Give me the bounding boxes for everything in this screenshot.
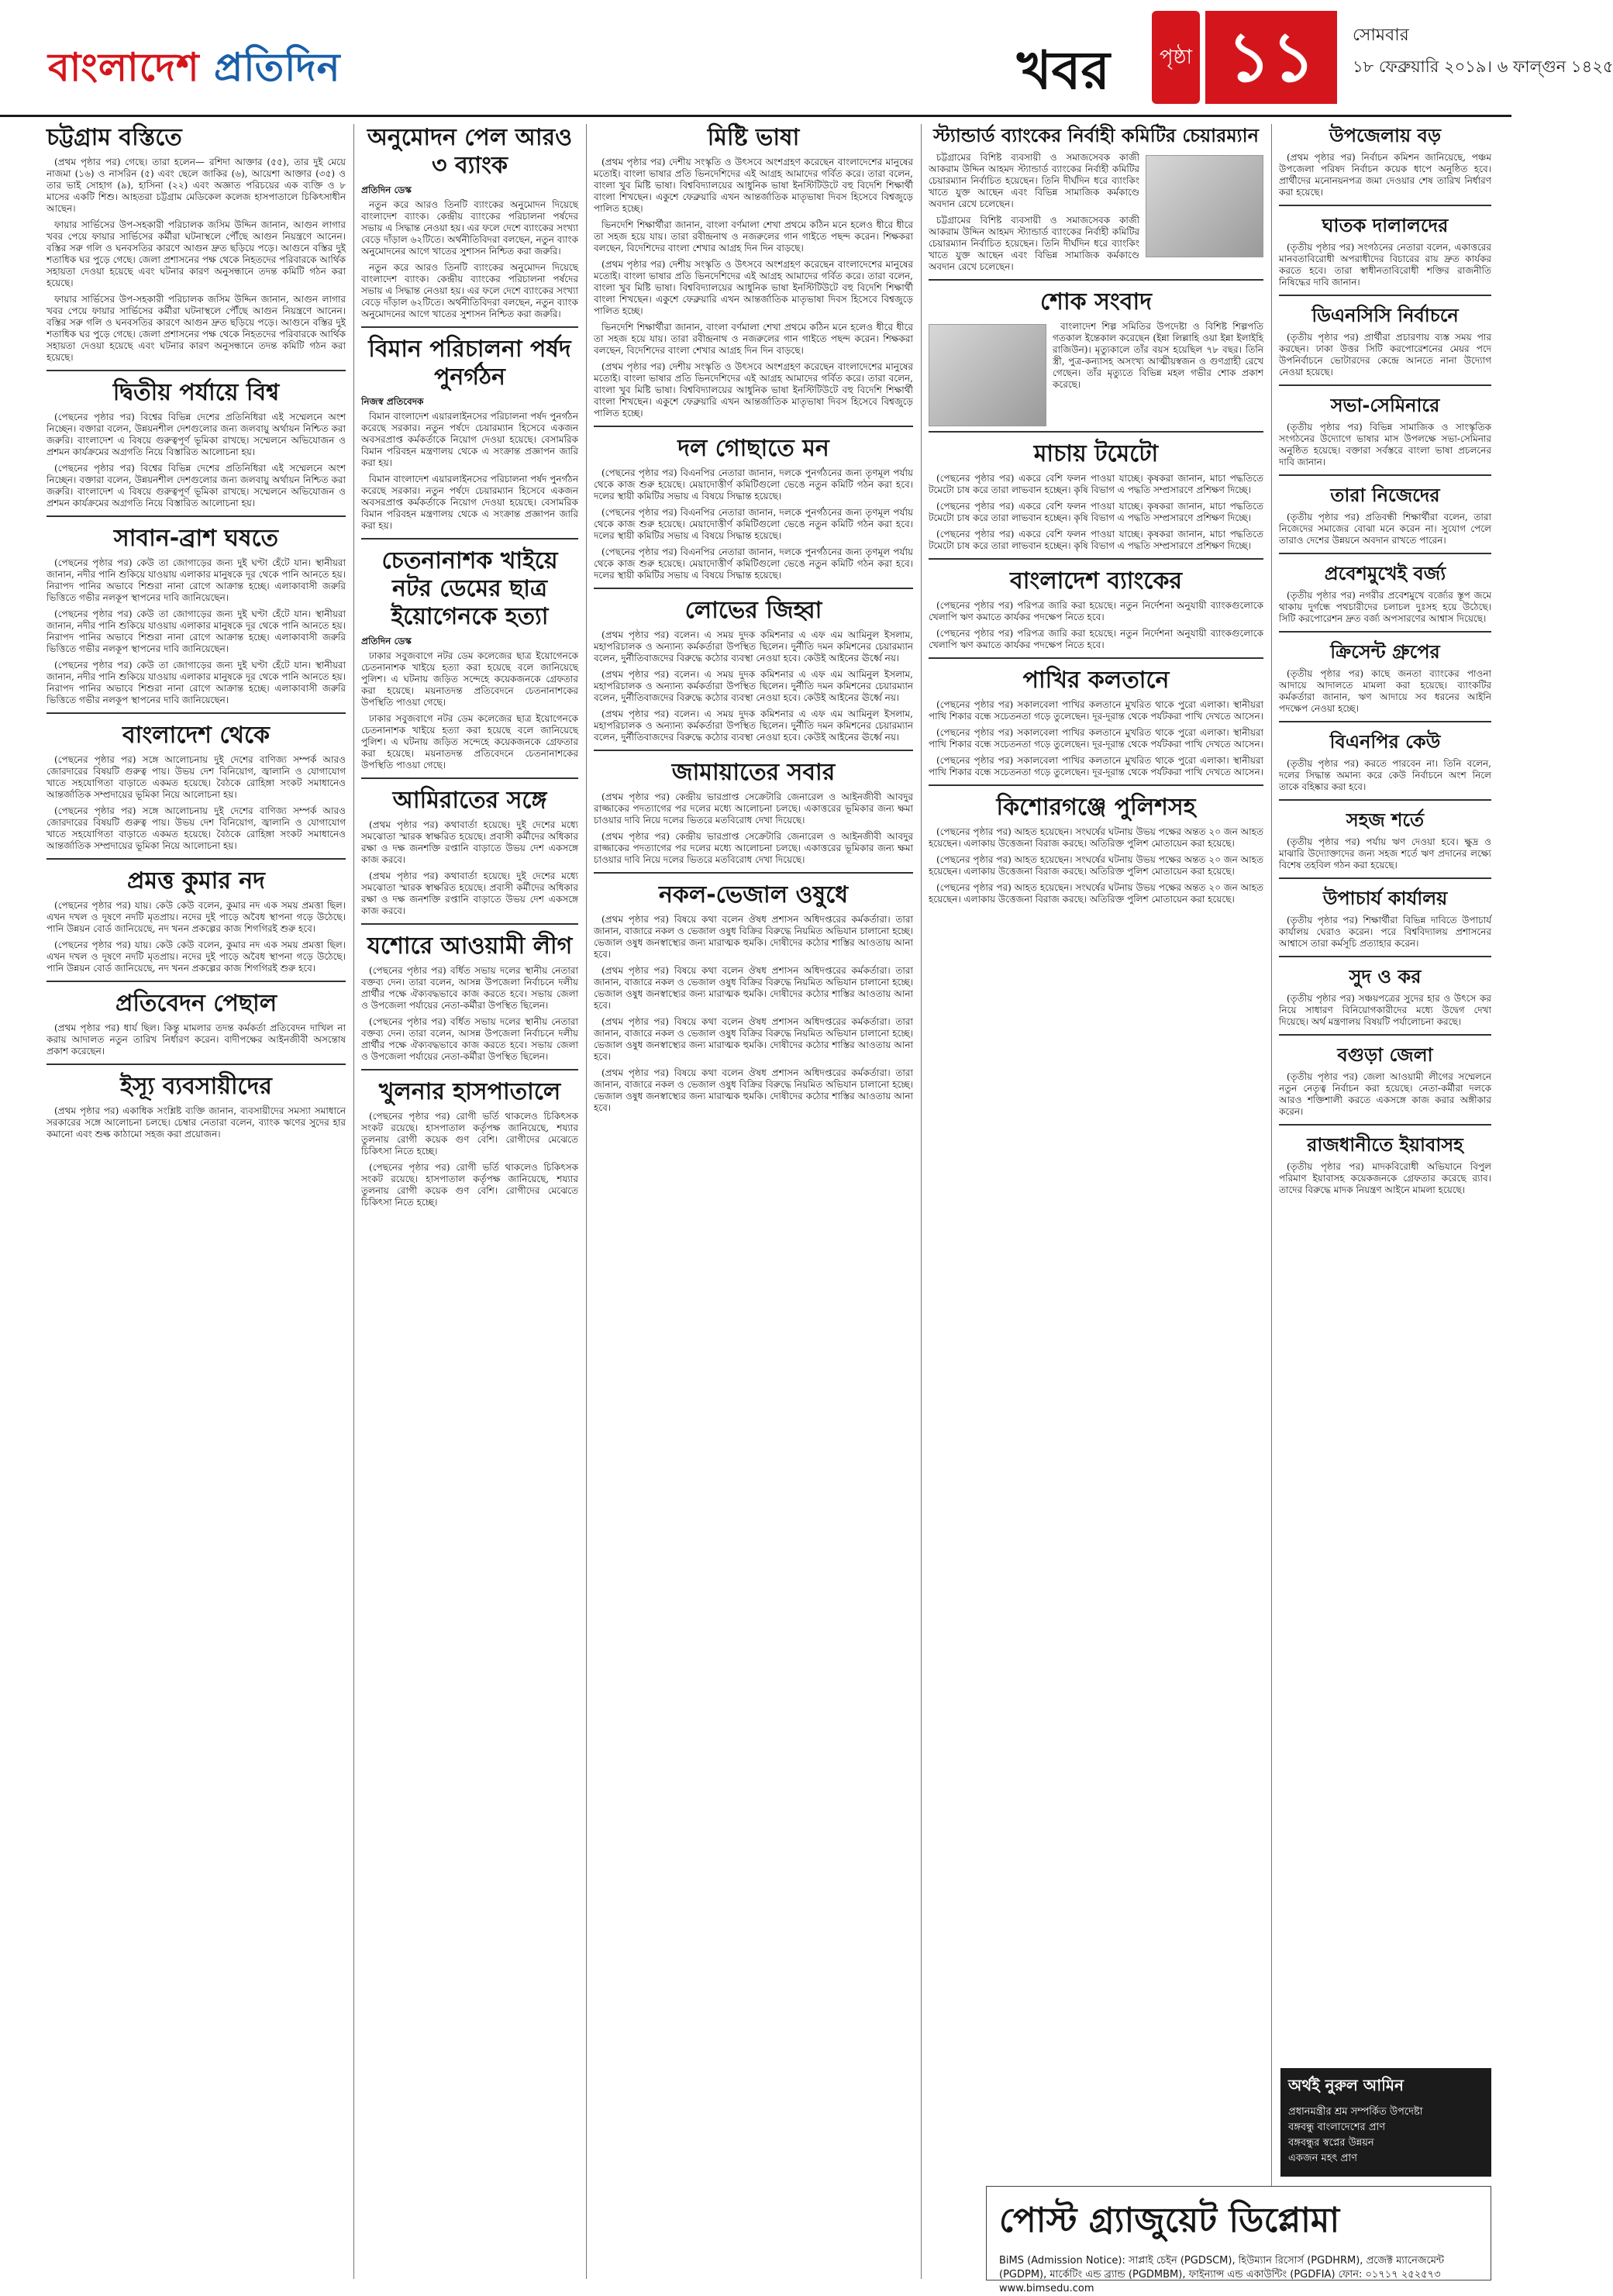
column-1	[47, 124, 346, 2279]
article-headline[interactable]: জামায়াতের সবার	[671, 759, 836, 786]
divider	[594, 426, 913, 427]
column-divider	[353, 124, 354, 2279]
article-body: (প্রথম পৃষ্ঠার পর) দেশীয় সংস্কৃতি ও উৎসবে অংশগ্রহণ করেছেন বাংলাদেশের মানুষের মতোই। বাংলা ভাষার প্রতি ভিনদেশিদের এই আগ্রহ আমাদের গর্বিত করে। তারা বলেন, বাংলা খুব মিষ্টি ভাষা। বিশ্ববিদ্যালয়ের আধুনিক ভাষা ইনস্টিটিউটে বহু বিদেশি শিক্ষার্থী বাংলা শিখছেন। একুশে ফেব্রুয়ারি এখন আন্তর্জাতিক মাতৃভাষা দিবস হিসেবে বিশ্বজুড়ে পালিত হচ্ছে।	[594, 361, 913, 419]
divider	[929, 558, 1263, 560]
article-body: (পেছনের পৃষ্ঠার পর) রোগী ভর্তি থাকলেও চিকিৎসক সংকট রয়েছে। হাসপাতাল কর্তৃপক্ষ জানিয়েছে, শয্যার তুলনায় রোগী কয়েক গুণ বেশি। রোগীদের মেঝেতে চিকিৎসা নিতে হচ্ছে।	[361, 1162, 578, 1208]
article-body: (তৃতীয় পৃষ্ঠার পর) বিভিন্ন সামাজিক ও সাংস্কৃতিক সংগঠনের উদ্যোগে ভাষার মাস উপলক্ষে সভা-সেমিনার অনুষ্ঠিত হয়েছে। বক্তারা সর্বস্তরে বাংলা ভাষা প্রচলনের দাবি জানান।	[1279, 422, 1491, 467]
divider	[1279, 631, 1491, 633]
article-body: (প্রথম পৃষ্ঠার পর) কথাবার্তা হয়েছে। দুই দেশের মধ্যে সমঝোতা স্মারক স্বাক্ষরিত হয়েছে। প্রবাসী কর্মীদের অধিকার রক্ষা ও দক্ষ জনশক্তি রপ্তানি বাড়াতে উভয় দেশ একসঙ্গে কাজ করবে।	[361, 870, 578, 916]
divider	[361, 777, 578, 779]
article-headline[interactable]: ডিএনসিসি নির্বাচনে	[1311, 305, 1459, 326]
divider	[361, 1069, 578, 1070]
article-body: (পেছনের পৃষ্ঠার পর) একরে বেশি ফলন পাওয়া যাচ্ছে। কৃষকরা জানান, মাচা পদ্ধতিতে টমেটো চাষ করে তারা লাভবান হচ্ছেন। কৃষি বিভাগ এ পদ্ধতি সম্প্রসারণে প্রশিক্ষণ দিচ্ছে।	[929, 501, 1263, 523]
article-body: (প্রথম পৃষ্ঠার পর) বলেন। এ সময় দুদক কমিশনার এ এফ এম আমিনুল ইসলাম, মহাপরিচালক ও অন্যান্য কর্মকর্তারা উপস্থিত ছিলেন। দুর্নীতি দমন কমিশনের চেয়ারম্যান বলেন, দুর্নীতিবাজদের বিরুদ্ধে কঠোর ব্যবস্থা নেওয়া হবে। কেউই আইনের ঊর্ধ্বে নয়।	[594, 629, 913, 664]
article-headline[interactable]: পাখির কলতানে	[1022, 667, 1170, 694]
ad-description: BiMS (Admission Notice): সাপ্লাই চেইন (PGDSCM), হিউম্যান রিসোর্স (PGDHRM), প্রজেক্ট ম্যানেজমেন্ট (PGDPM), মার্কেটিং এন্ড ব্র্যান্ড (PGDMBM), ফাইন্যান্স এন্ড একাউন্টিং (PGDFIA) ফোন: ০১৭১৭ ২৫২৫৭৩ www.bimsedu.com	[999, 2255, 1445, 2294]
article-body: (প্রথম পৃষ্ঠার পর) বিষয়ে কথা বলেন ঔষধ প্রশাসন অধিদপ্তরের কর্মকর্তারা। তারা জানান, বাজারে নকল ও ভেজাল ওষুধ বিক্রির বিরুদ্ধে নিয়মিত অভিযান চালানো হচ্ছে। ভেজাল ওষুধ জনস্বাস্থ্যের জন্য মারাত্মক হুমকি। দোষীদের কঠোর শাস্তির আওতায় আনা হবে।	[594, 965, 913, 1011]
article-body: (পেছনের পৃষ্ঠার পর) বর্ধিত সভায় দলের স্থানীয় নেতারা বক্তব্য দেন। তারা বলেন, আসন্ন উপজেলা নির্বাচনে দলীয় প্রার্থীর পক্ষে ঐক্যবদ্ধভাবে কাজ করতে হবে। সভায় জেলা ও উপজেলা পর্যায়ের নেতা-কর্মীরা উপস্থিত ছিলেন।	[361, 1016, 578, 1062]
column-divider	[1271, 124, 1272, 2279]
article-headline[interactable]: ক্রিসেন্ট গ্রুপের	[1330, 641, 1440, 663]
ad-line: প্রধানমন্ত্রীর শ্রম সম্পর্কিত উপদেষ্টা	[1288, 2106, 1423, 2118]
article-body: (প্রথম পৃষ্ঠার পর) কেন্দ্রীয় ভারপ্রাপ্ত সেক্রেটারি জেনারেল ও আইনজীবী আবদুর রাজ্জাকের পদত্যাগের পর দলের মধ্যে আলোচনা চলছে। একাত্তরের ভূমিকার জন্য ক্ষমা চাওয়ার দাবি নিয়ে দলের ভিতরে মতবিরোধ দেখা দিয়েছে।	[594, 831, 913, 865]
article-body: (তৃতীয় পৃষ্ঠার পর) করতে পারবেন না। তিনি বলেন, দলের সিদ্ধান্ত অমান্য করে কেউ নির্বাচনে অংশ নিলে তাকে বহিষ্কার করা হবে।	[1279, 758, 1491, 792]
article-headline[interactable]: বাংলাদেশ থেকে	[122, 722, 270, 749]
divider	[47, 1064, 346, 1065]
bottom-advertisement[interactable]	[986, 2186, 1491, 2294]
article-body: (প্রথম পৃষ্ঠার পর) কেন্দ্রীয় ভারপ্রাপ্ত সেক্রেটারি জেনারেল ও আইনজীবী আবদুর রাজ্জাকের পদত্যাগের পর দলের মধ্যে আলোচনা চলছে। একাত্তরের ভূমিকার জন্য ক্ষমা চাওয়ার দাবি নিয়ে দলের ভিতরে মতবিরোধ দেখা দিয়েছে।	[594, 791, 913, 826]
article-body: বিমান বাংলাদেশ এয়ারলাইনসের পরিচালনা পর্ষদ পুনর্গঠন করেছে সরকার। নতুন পর্ষদে চেয়ারম্যান হিসেবে একজন অবসরপ্রাপ্ত কর্মকর্তাকে নিয়োগ দেওয়া হয়েছে। বেসামরিক বিমান পরিবহন মন্ত্রণালয় থেকে এ সংক্রান্ত প্রজ্ঞাপন জারি করা হয়।	[361, 474, 578, 531]
logo-part-2: প্রতিদিন	[213, 45, 341, 90]
article-headline[interactable]: প্রতিবেদন পেছাল	[115, 990, 277, 1017]
divider	[1279, 721, 1491, 722]
article-headline[interactable]: চট্টগ্রাম বস্তিতে	[47, 124, 182, 151]
article-headline[interactable]: চেতনানাশক খাইয়ে নটর ডেমের ছাত্র ইয়োগেনকে হত্যা	[381, 547, 558, 630]
portrait-photo	[1146, 155, 1263, 257]
article-body: (পেছনের পৃষ্ঠার পর) সকালবেলা পাখির কলতানে মুখরিত থাকে পুরো এলাকা। স্থানীয়রা পাখি শিকার বন্ধে সচেতনতা গড়ে তুলেছেন। দূর-দূরান্ত থেকে পর্যটকরা পাখি দেখতে আসেন।	[929, 699, 1263, 722]
article-body: (পেছনের পৃষ্ঠার পর) বিএনপির নেতারা জানান, দলকে পুনর্গঠনের জন্য তৃণমূল পর্যায় থেকে কাজ শুরু হয়েছে। মেয়াদোত্তীর্ণ কমিটিগুলো ভেঙে নতুন কমিটি গঠন করা হবে। দলের স্থায়ী কমিটির সভায় এ বিষয়ে সিদ্ধান্ত হয়েছে।	[594, 467, 913, 502]
article-headline[interactable]: রাজধানীতে ইয়াবাসহ	[1307, 1134, 1463, 1156]
article-body: (প্রথম পৃষ্ঠার পর) বিষয়ে কথা বলেন ঔষধ প্রশাসন অধিদপ্তরের কর্মকর্তারা। তারা জানান, বাজারে নকল ও ভেজাল ওষুধ বিক্রির বিরুদ্ধে নিয়মিত অভিযান চালানো হচ্ছে। ভেজাল ওষুধ জনস্বাস্থ্যের জন্য মারাত্মক হুমকি। দোষীদের কঠোর শাস্তির আওতায় আনা হবে।	[594, 914, 913, 960]
article-headline[interactable]: প্রবেশমুখেই বর্জ্য	[1324, 563, 1446, 584]
article-body: ঢাকার সবুজবাগে নটর ডেম কলেজের ছাত্র ইয়োগেনকে চেতনানাশক খাইয়ে হত্যা করা হয়েছে বলে জানিয়েছে পুলিশ। এ ঘটনায় জড়িত সন্দেহে কয়েকজনকে গ্রেফতার করা হয়েছে। ময়নাতদন্ত প্রতিবেদনে চেতনানাশকের উপস্থিতি পাওয়া গেছে।	[361, 650, 578, 708]
byline: প্রতিদিন ডেস্ক	[361, 184, 412, 195]
article-body: বিমান বাংলাদেশ এয়ারলাইনসের পরিচালনা পর্ষদ পুনর্গঠন করেছে সরকার। নতুন পর্ষদে চেয়ারম্যান হিসেবে একজন অবসরপ্রাপ্ত কর্মকর্তাকে নিয়োগ দেওয়া হয়েছে। বেসামরিক বিমান পরিবহন মন্ত্রণালয় থেকে এ সংক্রান্ত প্রজ্ঞাপন জারি করা হয়।	[361, 411, 578, 468]
divider	[1279, 877, 1491, 879]
article-body: (তৃতীয় পৃষ্ঠার পর) প্রার্থীরা প্রচারণায় ব্যস্ত সময় পার করছেন। ঢাকা উত্তর সিটি করপোরেশনের মেয়র পদে উপনির্বাচনে ভোটারদের কেন্দ্রে আনতে নানা উদ্যোগ নেওয়া হয়েছে।	[1279, 332, 1491, 377]
article-headline[interactable]: বিএনপির কেউ	[1329, 731, 1441, 753]
divider	[47, 370, 346, 371]
page-label: পৃষ্ঠা	[1152, 11, 1200, 104]
divider	[47, 515, 346, 517]
article-headline[interactable]: সুদ ও কর	[1349, 966, 1422, 988]
divider	[1279, 956, 1491, 957]
article-body: (তৃতীয় পৃষ্ঠার পর) কাছে জনতা ব্যাংকের পাওনা আদায়ে আদালতে মামলা করা হয়েছে। ব্যাংকটির কর্মকর্তারা জানান, ঋণ আদায়ে সব ধরনের আইনি পদক্ষেপ নেওয়া হচ্ছে।	[1279, 668, 1491, 714]
article-body: (প্রথম পৃষ্ঠার পর) নিৰ্বাচন কমিশন জানিয়েছে, পঞ্চম উপজেলা পরিষদ নির্বাচন কয়েক ধাপে অনুষ্ঠিত হবে। প্রার্থীদের মনোনয়নপত্র জমা দেওয়ার শেষ তারিখ নির্ধারণ করা হয়েছে।	[1279, 152, 1491, 198]
article-body: (তৃতীয় পৃষ্ঠার পর) নগরীর প্রবেশমুখে বর্জ্যের স্তূপ জমে থাকায় দুর্গন্ধে পথচারীদের চলাচল দুঃসহ হয়ে উঠেছে। সিটি করপোরেশন দ্রুত বর্জ্য অপসারণের আশ্বাস দিয়েছে।	[1279, 590, 1491, 624]
column-4	[929, 124, 1263, 2178]
ad-headline: পোস্ট গ্র্যাজুয়েট ডিপ্লোমা	[999, 2201, 1340, 2240]
article-body: (পেছনের পৃষ্ঠার পর) আহত হয়েছেন। সংঘর্ষের ঘটনায় উভয় পক্ষের অন্তত ২০ জন আহত হয়েছেন। এলাকায় উত্তেজনা বিরাজ করছে। অতিরিক্ত পুলিশ মোতায়েন করা হয়েছে।	[929, 882, 1263, 905]
ad-line: একজন মহৎ প্রাণ	[1288, 2153, 1357, 2164]
column-divider	[921, 124, 922, 2279]
article-body: (পেছনের পৃষ্ঠার পর) সঙ্গে আলোচনায় দুই দেশের বাণিজ্য সম্পর্ক আরও জোরদারের বিষয়টি গুরুত্ব পায়। উভয় দেশ বিনিয়োগ, জ্বালানি ও যোগাযোগ খাতে সহযোগিতা বাড়াতে একমত হয়েছে। বৈঠকে রোহিঙ্গা সংকট সমাধানেও আন্তর্জাতিক সম্প্রদায়ের ভূমিকা নিয়ে আলোচনা হয়।	[47, 754, 346, 800]
divider	[929, 784, 1263, 786]
column-3	[594, 124, 913, 2279]
byline: নিজস্ব প্রতিবেদক	[361, 396, 424, 407]
divider	[361, 923, 578, 925]
divider	[1279, 295, 1491, 296]
divider	[1279, 799, 1491, 801]
article-body: (পেছনের পৃষ্ঠার পর) বিএনপির নেতারা জানান, দলকে পুনর্গঠনের জন্য তৃণমূল পর্যায় থেকে কাজ শুরু হয়েছে। মেয়াদোত্তীর্ণ কমিটিগুলো ভেঙে নতুন কমিটি গঠন করা হবে। দলের স্থায়ী কমিটির সভায় এ বিষয়ে সিদ্ধান্ত হয়েছে।	[594, 546, 913, 581]
article-body: চট্টগ্রামের বিশিষ্ট ব্যবসায়ী ও সমাজসেবক কাজী আকরাম উদ্দিন আহমদ স্ট্যান্ডার্ড ব্যাংকের নির্বাহী কমিটির চেয়ারম্যান নির্বাচিত হয়েছেন। তিনি দীর্ঘদিন ধরে ব্যাংকিং খাতে যুক্ত আছেন এবং বিভিন্ন সামাজিক কর্মকাণ্ডে অবদান রেখে চলেছেন।	[929, 152, 1139, 209]
section-title: খবর	[1017, 40, 1110, 102]
byline: প্রতিদিন ডেস্ক	[361, 636, 412, 646]
divider	[1279, 384, 1491, 386]
article-body: (পেছনের পৃষ্ঠার পর) পরিপত্র জারি করা হয়েছে। নতুন নির্দেশনা অনুযায়ী ব্যাংকগুলোকে খেলাপি ঋণ কমাতে কার্যকর পদক্ষেপ নিতে হবে।	[929, 628, 1263, 650]
article-body: (তৃতীয় পৃষ্ঠার পর) মাদকবিরোধী অভিযানে বিপুল পরিমাণ ইয়াবাসহ কয়েকজনকে গ্রেফতার করেছে র‌্যাব। তাদের বিরুদ্ধে মাদক নিয়ন্ত্রণ আইনে মামলা হয়েছে।	[1279, 1161, 1491, 1195]
article-body: ভিনদেশি শিক্ষার্থীরা জানান, বাংলা বর্ণমালা শেখা প্রথমে কঠিন মনে হলেও ধীরে ধীরে তা সহজ হয়ে যায়। তারা রবীন্দ্রনাথ ও নজরুলের গান গাইতে পছন্দ করেন। শিক্ষকরা বলছেন, বিদেশিদের বাংলা শেখার আগ্রহ দিন দিন বাড়ছে।	[594, 322, 913, 356]
article-body: (তৃতীয় পৃষ্ঠার পর) শিক্ষার্থীরা বিভিন্ন দাবিতে উপাচার্য কার্যালয় ঘেরাও করেন। পরে বিশ্ববিদ্যালয় প্রশাসনের আশ্বাসে তারা কর্মসূচি প্রত্যাহার করেন।	[1279, 915, 1491, 949]
article-body: (প্রথম পৃষ্ঠার পর) গেছে। তারা হলেন— রশিদা আক্তার (৫৫), তার দুই মেয়ে নাজমা (১৬) ও নাসরিন (৫) এবং ছেলে জাকির (৬), আয়েশা আক্তার (৩৫) ও তার ভাই সোহাগ (৯), হাসিনা (২২) এবং অজ্ঞাত পরিচয়ের এক ব্যক্তি ও ৮ মাসের একটি শিশু। আহতরা চট্টগ্রাম মেডিকেল কলেজ হাসপাতালে চিকিৎসাধীন আছেন।	[47, 157, 346, 214]
ad-line: বঙ্গবন্ধু বাংলাদেশের প্রাণ	[1288, 2122, 1386, 2133]
column-2	[361, 124, 578, 2279]
date-line: ১৮ ফেব্রুয়ারি ২০১৯। ৬ ফাল্গুন ১৪২৫	[1353, 57, 1613, 76]
article-body: (পেছনের পৃষ্ঠার পর) বিশ্বের বিভিন্ন দেশের প্রতিনিধিরা এই সম্মেলনে অংশ নিচ্ছেন। বক্তারা বলেন, উন্নয়নশীল দেশগুলোর জন্য জলবায়ু অর্থায়ন নিশ্চিত করা জরুরি। বাংলাদেশ এ বিষয়ে গুরুত্বপূর্ণ ভূমিকা রাখছে। সম্মেলনে অভিযোজন ও প্রশমন কার্যক্রমের অগ্রগতি নিয়ে বিস্তারিত আলোচনা হয়।	[47, 412, 346, 457]
article-body: (পেছনের পৃষ্ঠার পর) একরে বেশি ফলন পাওয়া যাচ্ছে। কৃষকরা জানান, মাচা পদ্ধতিতে টমেটো চাষ করে তারা লাভবান হচ্ছেন। কৃষি বিভাগ এ পদ্ধতি সম্প্রসারণে প্রশিক্ষণ দিচ্ছে।	[929, 529, 1263, 551]
divider	[929, 279, 1263, 281]
article-body: (প্রথম পৃষ্ঠার পর) দেশীয় সংস্কৃতি ও উৎসবে অংশগ্রহণ করেছেন বাংলাদেশের মানুষের মতোই। বাংলা ভাষার প্রতি ভিনদেশিদের এই আগ্রহ আমাদের গর্বিত করে। তারা বলেন, বাংলা খুব মিষ্টি ভাষা। বিশ্ববিদ্যালয়ের আধুনিক ভাষা ইনস্টিটিউটে বহু বিদেশি শিক্ষার্থী বাংলা শিখছেন। একুশে ফেব্রুয়ারি এখন আন্তর্জাতিক মাতৃভাষা দিবস হিসেবে বিশ্বজুড়ে পালিত হচ্ছে।	[594, 157, 913, 214]
article-body: (প্রথম পৃষ্ঠার পর) কথাবার্তা হয়েছে। দুই দেশের মধ্যে সমঝোতা স্মারক স্বাক্ষরিত হয়েছে। প্রবাসী কর্মীদের অধিকার রক্ষা ও দক্ষ জনশক্তি রপ্তানি বাড়াতে উভয় দেশ একসঙ্গে কাজ করবে।	[361, 819, 578, 865]
article-body: (পেছনের পৃষ্ঠার পর) রোগী ভর্তি থাকলেও চিকিৎসক সংকট রয়েছে। হাসপাতাল কর্তৃপক্ষ জানিয়েছে, শয্যার তুলনায় রোগী কয়েক গুণ বেশি। রোগীদের মেঝেতে চিকিৎসা নিতে হচ্ছে।	[361, 1111, 578, 1157]
divider	[1279, 553, 1491, 554]
ad-title: অর্থই নুরুল আমিন	[1288, 2076, 1404, 2094]
portrait-photo	[929, 324, 1046, 426]
article-body: (প্রথম পৃষ্ঠার পর) বলেন। এ সময় দুদক কমিশনার এ এফ এম আমিনুল ইসলাম, মহাপরিচালক ও অন্যান্য কর্মকর্তারা উপস্থিত ছিলেন। দুর্নীতি দমন কমিশনের চেয়ারম্যান বলেন, দুর্নীতিবাজদের বিরুদ্ধে কঠোর ব্যবস্থা নেওয়া হবে। কেউই আইনের ঊর্ধ্বে নয়।	[594, 669, 913, 703]
article-headline[interactable]: বাংলাদেশ ব্যাংকের	[1010, 567, 1182, 595]
article-body: (পেছনের পৃষ্ঠার পর) পরিপত্র জারি করা হয়েছে। নতুন নির্দেশনা অনুযায়ী ব্যাংকগুলোকে খেলাপি ঋণ কমাতে কার্যকর পদক্ষেপ নিতে হবে।	[929, 600, 1263, 622]
article-body: (প্রথম পৃষ্ঠার পর) বলেন। এ সময় দুদক কমিশনার এ এফ এম আমিনুল ইসলাম, মহাপরিচালক ও অন্যান্য কর্মকর্তারা উপস্থিত ছিলেন। দুর্নীতি দমন কমিশনের চেয়ারম্যান বলেন, দুর্নীতিবাজদের বিরুদ্ধে কঠোর ব্যবস্থা নেওয়া হবে। কেউই আইনের ঊর্ধ্বে নয়।	[594, 708, 913, 743]
page-number: ১১	[1205, 11, 1337, 104]
article-body: (তৃতীয় পৃষ্ঠার পর) সংগঠনের নেতারা বলেন, একাত্তরের মানবতাবিরোধী অপরাধীদের বিচারের রায় দ্রুত কার্যকর করতে হবে। তারা স্বাধীনতাবিরোধী শক্তির রাজনীতি নিষিদ্ধের দাবি জানান।	[1279, 242, 1491, 288]
article-headline[interactable]: মাচায় টমেটো	[1033, 440, 1159, 467]
article-headline[interactable]: আমিরাতের সঙ্গে	[392, 787, 547, 814]
article-body: (প্রথম পৃষ্ঠার পর) বিষয়ে কথা বলেন ঔষধ প্রশাসন অধিদপ্তরের কর্মকর্তারা। তারা জানান, বাজারে নকল ও ভেজাল ওষুধ বিক্রির বিরুদ্ধে নিয়মিত অভিযান চালানো হচ্ছে। ভেজাল ওষুধ জনস্বাস্থ্যের জন্য মারাত্মক হুমকি। দোষীদের কঠোর শাস্তির আওতায় আনা হবে।	[594, 1016, 913, 1062]
article-headline[interactable]: প্রমত্ত কুমার নদ	[127, 867, 265, 895]
article-headline[interactable]: দল গোছাতে মন	[677, 435, 829, 462]
divider	[929, 431, 1263, 433]
article-headline[interactable]: লোভের জিহ্বা	[684, 597, 822, 624]
article-body: (পেছনের পৃষ্ঠার পর) যায়। কেউ কেউ বলেন, কুমার নদ এক সময় প্রমত্তা ছিল। এখন দখল ও দূষণে নদটি মৃতপ্রায়। নদের দুই পাড়ে অবৈধ স্থাপনা গড়ে উঠেছে। পানি উন্নয়ন বোর্ড জানিয়েছে, নদ খনন প্রকল্পের কাজ শিগগিরই শুরু হবে।	[47, 939, 346, 974]
column-5	[1279, 124, 1491, 2062]
divider	[929, 657, 1263, 659]
ad-line: বঙ্গবন্ধুর স্বপ্নের উন্নয়ন	[1288, 2137, 1374, 2149]
article-body: (প্রথম পৃষ্ঠার পর) একাধিক সংশ্লিষ্ট ব্যক্তি জানান, ব্যবসায়ীদের সমস্যা সমাধানে সরকারের সঙ্গে আলোচনা চলছে। চেম্বার নেতারা বলেন, ব্যাংক ঋণের সুদের হার কমানো এবং শুল্ক কাঠামো সহজ করা প্রয়োজন।	[47, 1105, 346, 1139]
article-body: (তৃতীয় পৃষ্ঠার পর) জেলা আওয়ামী লীগের সম্মেলনে নতুন নেতৃত্ব নির্বাচন করা হয়েছে। নেতা-কর্মীরা দলকে আরও শক্তিশালী করতে একসঙ্গে কাজ করার অঙ্গীকার করেন।	[1279, 1071, 1491, 1117]
article-headline[interactable]: শোক সংবাদ	[1040, 288, 1152, 315]
advertisement-box[interactable]	[1280, 2068, 1491, 2177]
article-headline[interactable]: তারা নিজেদের	[1330, 484, 1440, 506]
masthead	[0, 0, 1613, 117]
article-headline[interactable]: স্ট্যান্ডার্ড ব্যাংকের নির্বাহী কমিটির চেয়ারম্যান	[933, 125, 1259, 147]
article-body: (তৃতীয় পৃষ্ঠার পর) পর্যায় ঋণ দেওয়া হবে। ক্ষুদ্র ও মাঝারি উদ্যোক্তাদের জন্য সহজ শর্তে ঋণ প্রদানের লক্ষ্যে বিশেষ তহবিল গঠন করা হয়েছে।	[1279, 836, 1491, 870]
divider	[1279, 1124, 1491, 1126]
article-body: (তৃতীয় পৃষ্ঠার পর) সঞ্চয়পত্রের সুদের হার ও উৎসে কর নিয়ে সাধারণ বিনিয়োগকারীদের মধ্যে উদ্বেগ দেখা দিয়েছে। অর্থ মন্ত্রণালয় বিষয়টি পর্যালোচনা করছে।	[1279, 993, 1491, 1027]
article-body: (পেছনের পৃষ্ঠার পর) বিশ্বের বিভিন্ন দেশের প্রতিনিধিরা এই সম্মেলনে অংশ নিচ্ছেন। বক্তারা বলেন, উন্নয়নশীল দেশগুলোর জন্য জলবায়ু অর্থায়ন নিশ্চিত করা জরুরি। বাংলাদেশ এ বিষয়ে গুরুত্বপূর্ণ ভূমিকা রাখছে। সম্মেলনে অভিযোজন ও প্রশমন কার্যক্রমের অগ্রগতি নিয়ে বিস্তারিত আলোচনা হয়।	[47, 463, 346, 508]
article-body: নতুন করে আরও তিনটি ব্যাংকের অনুমোদন দিয়েছে বাংলাদেশ ব্যাংক। কেন্দ্রীয় ব্যাংকের পরিচালনা পর্ষদের সভায় এ সিদ্ধান্ত নেওয়া হয়। এর ফলে দেশে ব্যাংকের সংখ্যা বেড়ে দাঁড়াল ৬২টিতে। অর্থনীতিবিদরা বলছেন, নতুন ব্যাংক অনুমোদনের আগে খাতের সুশাসন নিশ্চিত করা জরুরি।	[361, 199, 578, 257]
logo-part-1: বাংলাদেশ	[48, 45, 214, 90]
divider	[594, 872, 913, 874]
article-body: (পেছনের পৃষ্ঠার পর) কেউ তা জোগাড়ের জন্য দুই ঘণ্টা হেঁটে যান। স্থানীয়রা জানান, নদীর পানি শুকিয়ে যাওয়ায় এলাকার মানুষকে দূর থেকে পানি আনতে হয়। নিরাপদ পানির অভাবে শিশুরা নানা রোগে আক্রান্ত হচ্ছে। এলাকাবাসী জরুরি ভিত্তিতে গভীর নলকূপ স্থাপনের দাবি জানিয়েছেন।	[47, 660, 346, 705]
article-body: বাংলাদেশ শিল্প সমিতির উপদেষ্টা ও বিশিষ্ট শিল্পপতি গতকাল ইন্তেকাল করেছেন (ইন্না লিল্লাহি ওয়া ইন্না ইলাইহি রাজিউন)। মৃত্যুকালে তাঁর বয়স হয়েছিল ৭৮ বছর। তিনি স্ত্রী, পুত্র-কন্যাসহ অসংখ্য আত্মীয়স্বজন ও গুণগ্রাহী রেখে গেছেন। তাঁর মৃত্যুতে বিভিন্ন মহল গভীর শোক প্রকাশ করেছে।	[1053, 321, 1263, 390]
article-body: ঢাকার সবুজবাগে নটর ডেম কলেজের ছাত্র ইয়োগেনকে চেতনানাশক খাইয়ে হত্যা করা হয়েছে বলে জানিয়েছে পুলিশ। এ ঘটনায় জড়িত সন্দেহে কয়েকজনকে গ্রেফতার করা হয়েছে। ময়নাতদন্ত প্রতিবেদনে চেতনানাশকের উপস্থিতি পাওয়া গেছে।	[361, 713, 578, 771]
divider	[1279, 1034, 1491, 1036]
column-divider	[586, 124, 587, 2279]
article-body: (পেছনের পৃষ্ঠার পর) একরে বেশি ফলন পাওয়া যাচ্ছে। কৃষকরা জানান, মাচা পদ্ধতিতে টমেটো চাষ করে তারা লাভবান হচ্ছেন। কৃষি বিভাগ এ পদ্ধতি সম্প্রসারণে প্রশিক্ষণ দিচ্ছে।	[929, 473, 1263, 495]
article-headline[interactable]: উপজেলায় বড়	[1329, 125, 1441, 147]
divider	[1279, 205, 1491, 206]
divider	[1279, 474, 1491, 476]
article-body: (পেছনের পৃষ্ঠার পর) বর্ধিত সভায় দলের স্থানীয় নেতারা বক্তব্য দেন। তারা বলেন, আসন্ন উপজেলা নির্বাচনে দলীয় প্রার্থীর পক্ষে ঐক্যবদ্ধভাবে কাজ করতে হবে। সভায় জেলা ও উপজেলা পর্যায়ের নেতা-কর্মীরা উপস্থিত ছিলেন।	[361, 965, 578, 1011]
article-headline[interactable]: সাবান-ব্রাশ ঘষতে	[113, 525, 279, 552]
article-headline[interactable]: খুলনার হাসপাতালে	[378, 1078, 561, 1105]
divider	[361, 326, 578, 328]
divider	[594, 588, 913, 589]
article-body: (পেছনের পৃষ্ঠার পর) যায়। কেউ কেউ বলেন, কুমার নদ এক সময় প্রমত্তা ছিল। এখন দখল ও দূষণে নদটি মৃতপ্রায়। নদের দুই পাড়ে অবৈধ স্থাপনা গড়ে উঠেছে। পানি উন্নয়ন বোর্ড জানিয়েছে, নদ খনন প্রকল্পের কাজ শিগগিরই শুরু হবে।	[47, 900, 346, 934]
article-body: নতুন করে আরও তিনটি ব্যাংকের অনুমোদন দিয়েছে বাংলাদেশ ব্যাংক। কেন্দ্রীয় ব্যাংকের পরিচালনা পর্ষদের সভায় এ সিদ্ধান্ত নেওয়া হয়। এর ফলে দেশে ব্যাংকের সংখ্যা বেড়ে দাঁড়াল ৬২টিতে। অর্থনীতিবিদরা বলছেন, নতুন ব্যাংক অনুমোদনের আগে খাতের সুশাসন নিশ্চিত করা জরুরি।	[361, 262, 578, 319]
article-body: ভিনদেশি শিক্ষার্থীরা জানান, বাংলা বর্ণমালা শেখা প্রথমে কঠিন মনে হলেও ধীরে ধীরে তা সহজ হয়ে যায়। তারা রবীন্দ্রনাথ ও নজরুলের গান গাইতে পছন্দ করেন। শিক্ষকরা বলছেন, বিদেশিদের বাংলা শেখার আগ্রহ দিন দিন বাড়ছে।	[594, 219, 913, 253]
article-body: (প্রথম পৃষ্ঠার পর) বিষয়ে কথা বলেন ঔষধ প্রশাসন অধিদপ্তরের কর্মকর্তারা। তারা জানান, বাজারে নকল ও ভেজাল ওষুধ বিক্রির বিরুদ্ধে নিয়মিত অভিযান চালানো হচ্ছে। ভেজাল ওষুধ জনস্বাস্থ্যের জন্য মারাত্মক হুমকি। দোষীদের কঠোর শাস্তির আওতায় আনা হবে।	[594, 1067, 913, 1113]
article-body: (পেছনের পৃষ্ঠার পর) কেউ তা জোগাড়ের জন্য দুই ঘণ্টা হেঁটে যান। স্থানীয়রা জানান, নদীর পানি শুকিয়ে যাওয়ায় এলাকার মানুষকে দূর থেকে পানি আনতে হয়। নিরাপদ পানির অভাবে শিশুরা নানা রোগে আক্রান্ত হচ্ছে। এলাকাবাসী জরুরি ভিত্তিতে গভীর নলকূপ স্থাপনের দাবি জানিয়েছেন।	[47, 608, 346, 654]
article-body: (পেছনের পৃষ্ঠার পর) সকালবেলা পাখির কলতানে মুখরিত থাকে পুরো এলাকা। স্থানীয়রা পাখি শিকার বন্ধে সচেতনতা গড়ে তুলেছেন। দূর-দূরান্ত থেকে পর্যটকরা পাখি দেখতে আসেন।	[929, 727, 1263, 750]
divider	[47, 858, 346, 860]
divider	[47, 981, 346, 982]
article-headline[interactable]: দ্বিতীয় পর্যায়ে বিশ্ব	[112, 379, 280, 406]
article-body: ফায়ার সার্ভিসের উপ-সহকারী পরিচালক জসিম উদ্দিন জানান, আগুন লাগার খবর পেয়ে ফায়ার সার্ভিসের কর্মীরা ঘটনাস্থলে পৌঁছে আগুন নিয়ন্ত্রণে আনেন। বস্তির সরু গলি ও ঘনবসতির কারণে আগুন দ্রুত ছড়িয়ে পড়ে। আগুনে বস্তির দুই শতাধিক ঘর পুড়ে গেছে। জেলা প্রশাসনের পক্ষ থেকে নিহতদের পরিবারকে আর্থিক সহায়তা দেওয়া হয়েছে এবং ঘটনার কারণ অনুসন্ধানে তদন্ত কমিটি গঠন করা হয়েছে।	[47, 294, 346, 363]
divider	[361, 538, 578, 540]
article-headline[interactable]: কিশোরগঞ্জে পুলিশসহ	[996, 794, 1196, 821]
article-headline[interactable]: ঘাতক দালালদের	[1322, 215, 1449, 236]
article-body: (পেছনের পৃষ্ঠার পর) আহত হয়েছেন। সংঘর্ষের ঘটনায় উভয় পক্ষের অন্তত ২০ জন আহত হয়েছেন। এলাকায় উত্তেজনা বিরাজ করছে। অতিরিক্ত পুলিশ মোতায়েন করা হয়েছে।	[929, 826, 1263, 849]
newspaper-logo[interactable]	[48, 39, 341, 103]
article-headline[interactable]: উপাচার্য কার্যালয়	[1322, 888, 1448, 909]
article-headline[interactable]: যশোরে আওয়ামী লীগ	[367, 933, 573, 960]
article-body: (পেছনের পৃষ্ঠার পর) বিএনপির নেতারা জানান, দলকে পুনর্গঠনের জন্য তৃণমূল পর্যায় থেকে কাজ শুরু হয়েছে। মেয়াদোত্তীর্ণ কমিটিগুলো ভেঙে নতুন কমিটি গঠন করা হবে। দলের স্থায়ী কমিটির সভায় এ বিষয়ে সিদ্ধান্ত হয়েছে।	[594, 507, 913, 541]
article-body: (প্রথম পৃষ্ঠার পর) ধার্য ছিল। কিন্তু মামলার তদন্ত কর্মকর্তা প্রতিবেদন দাখিল না করায় আদালত নতুন তারিখ নির্ধারণ করেন। বাদীপক্ষের আইনজীবী অসন্তোষ প্রকাশ করেছেন।	[47, 1022, 346, 1057]
article-body: ফায়ার সার্ভিসের উপ-সহকারী পরিচালক জসিম উদ্দিন জানান, আগুন লাগার খবর পেয়ে ফায়ার সার্ভিসের কর্মীরা ঘটনাস্থলে পৌঁছে আগুন নিয়ন্ত্রণে আনেন। বস্তির সরু গলি ও ঘনবসতির কারণে আগুন দ্রুত ছড়িয়ে পড়ে। আগুনে বস্তির দুই শতাধিক ঘর পুড়ে গেছে। জেলা প্রশাসনের পক্ষ থেকে নিহতদের পরিবারকে আর্থিক সহায়তা দেওয়া হয়েছে এবং ঘটনার কারণ অনুসন্ধানে তদন্ত কমিটি গঠন করা হয়েছে।	[47, 219, 346, 288]
article-body: (পেছনের পৃষ্ঠার পর) সকালবেলা পাখির কলতানে মুখরিত থাকে পুরো এলাকা। স্থানীয়রা পাখি শিকার বন্ধে সচেতনতা গড়ে তুলেছেন। দূর-দূরান্ত থেকে পর্যটকরা পাখি দেখতে আসেন।	[929, 755, 1263, 777]
divider	[47, 712, 346, 714]
divider	[594, 750, 913, 751]
article-body: (পেছনের পৃষ্ঠার পর) সঙ্গে আলোচনায় দুই দেশের বাণিজ্য সম্পর্ক আরও জোরদারের বিষয়টি গুরুত্ব পায়। উভয় দেশ বিনিয়োগ, জ্বালানি ও যোগাযোগ খাতে সহযোগিতা বাড়াতে একমত হয়েছে। বৈঠকে রোহিঙ্গা সংকট সমাধানেও আন্তর্জাতিক সম্প্রদায়ের ভূমিকা নিয়ে আলোচনা হয়।	[47, 805, 346, 851]
date-day: সোমবার	[1353, 26, 1409, 45]
article-headline[interactable]: অনুমোদন পেল আরও ৩ ব্যাংক	[367, 124, 573, 179]
article-body: (প্রথম পৃষ্ঠার পর) দেশীয় সংস্কৃতি ও উৎসবে অংশগ্রহণ করেছেন বাংলাদেশের মানুষের মতোই। বাংলা ভাষার প্রতি ভিনদেশিদের এই আগ্রহ আমাদের গর্বিত করে। তারা বলেন, বাংলা খুব মিষ্টি ভাষা। বিশ্ববিদ্যালয়ের আধুনিক ভাষা ইনস্টিটিউটে বহু বিদেশি শিক্ষার্থী বাংলা শিখছেন। একুশে ফেব্রুয়ারি এখন আন্তর্জাতিক মাতৃভাষা দিবস হিসেবে বিশ্বজুড়ে পালিত হচ্ছে।	[594, 259, 913, 316]
article-body: (পেছনের পৃষ্ঠার পর) আহত হয়েছেন। সংঘর্ষের ঘটনায় উভয় পক্ষের অন্তত ২০ জন আহত হয়েছেন। এলাকায় উত্তেজনা বিরাজ করছে। অতিরিক্ত পুলিশ মোতায়েন করা হয়েছে।	[929, 854, 1263, 877]
article-body: (পেছনের পৃষ্ঠার পর) কেউ তা জোগাড়ের জন্য দুই ঘণ্টা হেঁটে যান। স্থানীয়রা জানান, নদীর পানি শুকিয়ে যাওয়ায় এলাকার মানুষকে দূর থেকে পানি আনতে হয়। নিরাপদ পানির অভাবে শিশুরা নানা রোগে আক্রান্ত হচ্ছে। এলাকাবাসী জরুরি ভিত্তিতে গভীর নলকূপ স্থাপনের দাবি জানিয়েছেন।	[47, 557, 346, 603]
article-headline[interactable]: বিমান পরিচালনা পর্ষদ পুনর্গঠন	[368, 336, 571, 391]
article-headline[interactable]: সহজ শর্তে	[1346, 809, 1425, 831]
article-headline[interactable]: ইস্যূ ব্যবসায়ীদের	[120, 1073, 272, 1100]
article-headline[interactable]: বগুড়া জেলা	[1337, 1044, 1433, 1066]
article-body: (তৃতীয় পৃষ্ঠার পর) প্রতিবন্ধী শিক্ষার্থীরা বলেন, তারা নিজেদের সমাজের বোঝা মনে করেন না। সুযোগ পেলে তারাও দেশের উন্নয়নে অবদান রাখতে পারেন।	[1279, 512, 1491, 546]
article-headline[interactable]: মিষ্টি ভাষা	[707, 124, 800, 151]
article-body: চট্টগ্রামের বিশিষ্ট ব্যবসায়ী ও সমাজসেবক কাজী আকরাম উদ্দিন আহমদ স্ট্যান্ডার্ড ব্যাংকের নির্বাহী কমিটির চেয়ারম্যান নির্বাচিত হয়েছেন। তিনি দীর্ঘদিন ধরে ব্যাংকিং খাতে যুক্ত আছেন এবং বিভিন্ন সামাজিক কর্মকাণ্ডে অবদান রেখে চলেছেন।	[929, 215, 1139, 272]
article-headline[interactable]: সভা-সেমিনারে	[1330, 395, 1440, 416]
article-headline[interactable]: নকল-ভেজাল ওষুধে	[658, 881, 849, 908]
